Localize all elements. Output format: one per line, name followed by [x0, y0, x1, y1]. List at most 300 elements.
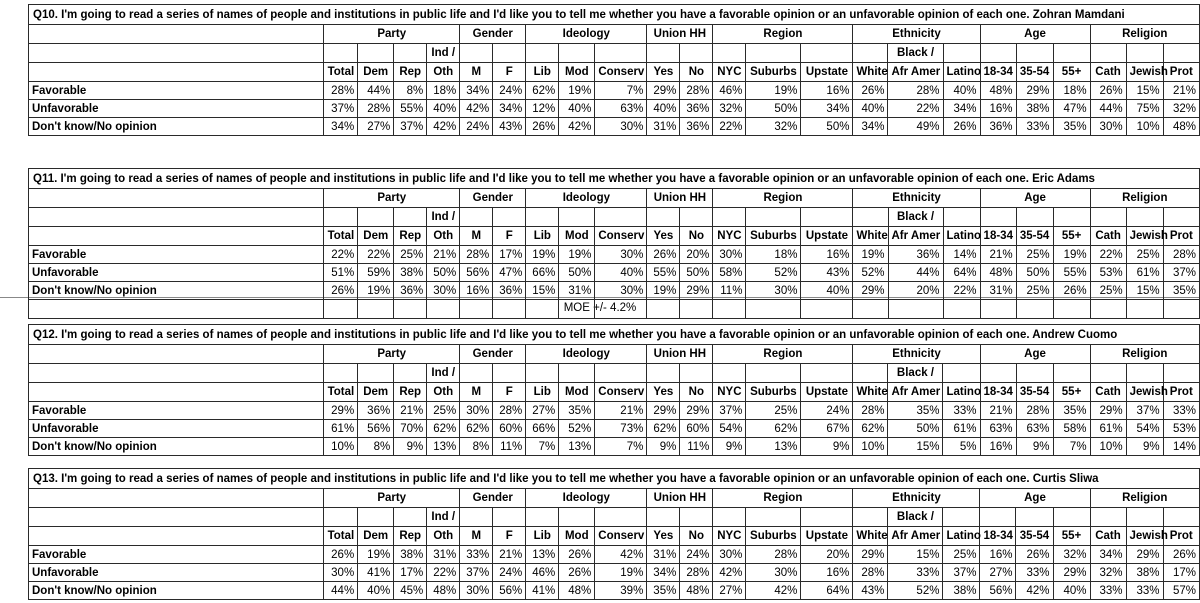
- blank-cell: [853, 364, 888, 383]
- blank-cell: [1090, 44, 1126, 63]
- data-cell: 48%: [1163, 118, 1199, 136]
- data-cell: 34%: [801, 100, 853, 118]
- blank-cell: [1053, 508, 1090, 527]
- column-header: Yes: [647, 227, 680, 246]
- data-cell: 38%: [394, 546, 427, 564]
- ethnicity-top-label: Black /: [888, 364, 943, 383]
- column-header: White: [853, 227, 888, 246]
- table-row: [29, 420, 1200, 438]
- column-header: Jewish: [1126, 527, 1163, 546]
- data-cell: 47%: [1053, 100, 1090, 118]
- blank-cell: [943, 508, 980, 527]
- data-cell: 40%: [1053, 582, 1090, 600]
- data-cell: 26%: [559, 546, 595, 564]
- column-header: White: [853, 63, 888, 82]
- blank-cell: [358, 208, 394, 227]
- data-cell: 52%: [888, 582, 943, 600]
- blank-cell: [943, 364, 980, 383]
- data-cell: 30%: [595, 246, 647, 264]
- data-cell: 34%: [853, 118, 888, 136]
- blank-cell: [746, 364, 801, 383]
- blank-cell: [526, 300, 559, 319]
- data-cell: 58%: [713, 264, 746, 282]
- group-header: Region: [713, 345, 853, 364]
- data-cell: 38%: [1126, 564, 1163, 582]
- column-header: Afr Amer: [888, 527, 943, 546]
- data-cell: 9%: [1126, 438, 1163, 456]
- data-cell: 33%: [1016, 564, 1053, 582]
- column-header: M: [460, 527, 493, 546]
- data-cell: 19%: [559, 82, 595, 100]
- data-cell: 19%: [595, 564, 647, 582]
- blank-cell: [647, 364, 680, 383]
- data-cell: 25%: [746, 402, 801, 420]
- blank-cell: [647, 208, 680, 227]
- data-cell: 62%: [647, 420, 680, 438]
- column-header: Afr Amer: [888, 63, 943, 82]
- data-cell: 31%: [427, 546, 460, 564]
- blank-cell: [746, 44, 801, 63]
- ethnicity-top-label: Black /: [888, 208, 943, 227]
- column-header: Rep: [394, 63, 427, 82]
- data-cell: 28%: [853, 564, 888, 582]
- data-cell: 52%: [559, 420, 595, 438]
- data-cell: 55%: [394, 100, 427, 118]
- data-cell: 37%: [713, 402, 746, 420]
- column-header: Cath: [1090, 383, 1126, 402]
- row-label: Unfavorable: [29, 420, 324, 438]
- ind-top-label: Ind /: [427, 508, 460, 527]
- column-header: 18-34: [980, 383, 1016, 402]
- blank-cell: [29, 208, 324, 227]
- blank-cell: [595, 364, 647, 383]
- blank-cell: [29, 63, 324, 82]
- data-cell: 7%: [526, 438, 559, 456]
- data-cell: 33%: [1163, 402, 1199, 420]
- column-header: Lib: [526, 227, 559, 246]
- data-cell: 32%: [746, 118, 801, 136]
- blank-cell: [29, 300, 324, 319]
- blank-cell: [29, 364, 324, 383]
- data-cell: 12%: [526, 100, 559, 118]
- blank-cell: [1016, 300, 1053, 319]
- blank-cell: [29, 345, 324, 364]
- group-header: Union HH: [647, 345, 713, 364]
- data-cell: 8%: [358, 438, 394, 456]
- table-row: [29, 582, 1200, 600]
- data-cell: 40%: [647, 100, 680, 118]
- blank-cell: [647, 508, 680, 527]
- blank-cell: [1126, 364, 1163, 383]
- data-cell: 17%: [493, 246, 526, 264]
- data-cell: 21%: [394, 402, 427, 420]
- column-header: Prot: [1163, 63, 1199, 82]
- data-cell: 22%: [888, 100, 943, 118]
- blank-cell: [324, 508, 358, 527]
- data-cell: 43%: [493, 118, 526, 136]
- data-cell: 14%: [943, 246, 980, 264]
- blank-cell: [394, 44, 427, 63]
- column-header: Prot: [1163, 383, 1199, 402]
- data-cell: 28%: [493, 402, 526, 420]
- data-cell: 10%: [1126, 118, 1163, 136]
- data-cell: 18%: [427, 82, 460, 100]
- data-cell: 35%: [1053, 118, 1090, 136]
- blank-cell: [801, 208, 853, 227]
- blank-cell: [526, 208, 559, 227]
- data-cell: 18%: [746, 246, 801, 264]
- data-cell: 40%: [427, 100, 460, 118]
- data-cell: 35%: [1053, 402, 1090, 420]
- blank-cell: [647, 44, 680, 63]
- data-cell: 29%: [853, 282, 888, 300]
- blank-cell: [460, 44, 493, 63]
- data-cell: 56%: [358, 420, 394, 438]
- blank-cell: [1090, 508, 1126, 527]
- data-cell: 28%: [358, 100, 394, 118]
- blank-cell: [595, 208, 647, 227]
- blank-cell: [358, 44, 394, 63]
- ind-top-label: Ind /: [427, 208, 460, 227]
- data-cell: 43%: [853, 582, 888, 600]
- data-cell: 37%: [1163, 264, 1199, 282]
- group-header: Age: [980, 25, 1090, 44]
- table-row: [29, 402, 1200, 420]
- data-cell: 47%: [493, 264, 526, 282]
- table-row: [29, 282, 1200, 300]
- data-cell: 22%: [713, 118, 746, 136]
- data-cell: 37%: [394, 118, 427, 136]
- blank-cell: [493, 300, 526, 319]
- blank-cell: [1053, 364, 1090, 383]
- blank-cell: [853, 44, 888, 63]
- data-cell: 29%: [680, 282, 713, 300]
- blank-cell: [713, 208, 746, 227]
- data-cell: 32%: [713, 100, 746, 118]
- blank-cell: [943, 44, 980, 63]
- data-cell: 60%: [680, 420, 713, 438]
- blank-cell: [29, 383, 324, 402]
- data-cell: 34%: [460, 82, 493, 100]
- group-header: Party: [324, 25, 460, 44]
- blank-cell: [980, 364, 1016, 383]
- data-cell: 40%: [943, 82, 980, 100]
- data-cell: 7%: [595, 438, 647, 456]
- blank-cell: [394, 364, 427, 383]
- data-cell: 35%: [1163, 282, 1199, 300]
- ind-top-label: Ind /: [427, 364, 460, 383]
- blank-cell: [746, 300, 801, 319]
- data-cell: 24%: [801, 402, 853, 420]
- table-row: [29, 118, 1200, 136]
- data-cell: 22%: [358, 246, 394, 264]
- data-cell: 26%: [647, 246, 680, 264]
- blank-cell: [980, 208, 1016, 227]
- data-cell: 42%: [559, 118, 595, 136]
- data-cell: 10%: [853, 438, 888, 456]
- data-cell: 56%: [980, 582, 1016, 600]
- blank-cell: [1016, 208, 1053, 227]
- data-cell: 28%: [888, 82, 943, 100]
- column-header: M: [460, 63, 493, 82]
- column-header: Dem: [358, 527, 394, 546]
- blank-cell: [1090, 300, 1126, 319]
- data-cell: 38%: [1016, 100, 1053, 118]
- column-header: M: [460, 227, 493, 246]
- column-header: Rep: [394, 383, 427, 402]
- data-cell: 26%: [1090, 82, 1126, 100]
- column-header: Rep: [394, 527, 427, 546]
- data-cell: 30%: [713, 546, 746, 564]
- blank-cell: [595, 44, 647, 63]
- column-header: 55+: [1053, 527, 1090, 546]
- data-cell: 31%: [647, 118, 680, 136]
- column-header: Latino: [943, 227, 980, 246]
- column-header: Suburbs: [746, 527, 801, 546]
- data-cell: 22%: [324, 246, 358, 264]
- data-cell: 26%: [559, 564, 595, 582]
- blank-cell: [980, 300, 1016, 319]
- data-cell: 27%: [526, 402, 559, 420]
- column-header: Latino: [943, 527, 980, 546]
- data-cell: 21%: [595, 402, 647, 420]
- column-header: Cath: [1090, 227, 1126, 246]
- data-cell: 33%: [1016, 118, 1053, 136]
- blank-cell: [493, 44, 526, 63]
- data-cell: 13%: [526, 546, 559, 564]
- data-cell: 30%: [1090, 118, 1126, 136]
- table-row: [29, 438, 1200, 456]
- data-cell: 9%: [647, 438, 680, 456]
- data-cell: 26%: [324, 546, 358, 564]
- column-header: No: [680, 527, 713, 546]
- column-header: Total: [324, 63, 358, 82]
- data-cell: 33%: [943, 402, 980, 420]
- data-cell: 19%: [358, 282, 394, 300]
- blank-cell: [324, 208, 358, 227]
- data-cell: 16%: [980, 438, 1016, 456]
- blank-cell: [526, 508, 559, 527]
- blank-cell: [324, 364, 358, 383]
- group-header: Ethnicity: [853, 189, 980, 208]
- column-header: 35-54: [1016, 227, 1053, 246]
- data-cell: 33%: [888, 564, 943, 582]
- blank-cell: [358, 508, 394, 527]
- data-cell: 16%: [801, 82, 853, 100]
- blank-cell: [1053, 300, 1090, 319]
- column-header: Oth: [427, 63, 460, 82]
- data-cell: 19%: [746, 82, 801, 100]
- blank-cell: [493, 208, 526, 227]
- blank-cell: [358, 364, 394, 383]
- data-cell: 63%: [1016, 420, 1053, 438]
- row-label: Favorable: [29, 82, 324, 100]
- column-header: Conserv: [595, 527, 647, 546]
- data-cell: 59%: [358, 264, 394, 282]
- data-cell: 52%: [746, 264, 801, 282]
- data-cell: 25%: [1090, 282, 1126, 300]
- blank-cell: [680, 208, 713, 227]
- margin-of-error-note: MOE +/- 4.2%: [563, 302, 637, 314]
- data-cell: 36%: [888, 246, 943, 264]
- group-header: Religion: [1090, 489, 1199, 508]
- data-cell: 62%: [427, 420, 460, 438]
- data-cell: 34%: [493, 100, 526, 118]
- table-row: [29, 100, 1200, 118]
- row-label: Favorable: [29, 402, 324, 420]
- column-header: Latino: [943, 63, 980, 82]
- data-cell: 37%: [943, 564, 980, 582]
- data-cell: 24%: [493, 564, 526, 582]
- column-header: Upstate: [801, 227, 853, 246]
- data-cell: 22%: [1090, 246, 1126, 264]
- blank-cell: [324, 300, 358, 319]
- column-header: Jewish: [1126, 383, 1163, 402]
- column-header: 35-54: [1016, 63, 1053, 82]
- blank-cell: [29, 44, 324, 63]
- data-cell: 17%: [394, 564, 427, 582]
- blank-cell: [29, 508, 324, 527]
- crosstab-table: [28, 168, 1200, 319]
- question-title: Q10. I'm going to read a series of names of people and institutions in public life and I'd like you to tell me whether you have a favorable opinion or an unfavorable opinion of each one. Zohran Mamdani: [29, 5, 1200, 25]
- column-header: Afr Amer: [888, 227, 943, 246]
- data-cell: 22%: [427, 564, 460, 582]
- blank-cell: [680, 44, 713, 63]
- data-cell: 13%: [746, 438, 801, 456]
- blank-cell: [943, 208, 980, 227]
- group-header: Region: [713, 489, 853, 508]
- ethnicity-top-label: Black /: [888, 44, 943, 63]
- group-header: Gender: [460, 489, 526, 508]
- data-cell: 62%: [526, 82, 559, 100]
- blank-cell: [680, 364, 713, 383]
- column-header: 55+: [1053, 383, 1090, 402]
- blank-cell: [943, 300, 980, 319]
- column-header: Conserv: [595, 383, 647, 402]
- data-cell: 26%: [853, 82, 888, 100]
- column-header: NYC: [713, 527, 746, 546]
- blank-cell: [559, 208, 595, 227]
- data-cell: 44%: [888, 264, 943, 282]
- blank-cell: [324, 44, 358, 63]
- data-cell: 53%: [1163, 420, 1199, 438]
- data-cell: 28%: [680, 82, 713, 100]
- data-cell: 21%: [1163, 82, 1199, 100]
- data-cell: 29%: [647, 402, 680, 420]
- data-cell: 42%: [595, 546, 647, 564]
- blank-cell: [647, 300, 680, 319]
- group-header: Religion: [1090, 25, 1199, 44]
- data-cell: 67%: [801, 420, 853, 438]
- column-header: Suburbs: [746, 227, 801, 246]
- column-header: Suburbs: [746, 63, 801, 82]
- blank-cell: [559, 44, 595, 63]
- data-cell: 41%: [526, 582, 559, 600]
- column-header: Lib: [526, 527, 559, 546]
- data-cell: 19%: [358, 546, 394, 564]
- data-cell: 7%: [1053, 438, 1090, 456]
- data-cell: 50%: [559, 264, 595, 282]
- data-cell: 30%: [427, 282, 460, 300]
- data-cell: 33%: [1126, 582, 1163, 600]
- group-header: Ethnicity: [853, 345, 980, 364]
- data-cell: 50%: [746, 100, 801, 118]
- data-cell: 42%: [427, 118, 460, 136]
- column-header: Jewish: [1126, 227, 1163, 246]
- data-cell: 48%: [427, 582, 460, 600]
- data-cell: 18%: [1053, 82, 1090, 100]
- data-cell: 49%: [888, 118, 943, 136]
- column-header: 18-34: [980, 63, 1016, 82]
- crosstab-table: [28, 324, 1200, 456]
- data-cell: 43%: [801, 264, 853, 282]
- data-cell: 48%: [980, 82, 1016, 100]
- row-label: Unfavorable: [29, 564, 324, 582]
- data-cell: 28%: [853, 402, 888, 420]
- blank-cell: [1163, 364, 1199, 383]
- data-cell: 30%: [324, 564, 358, 582]
- data-cell: 24%: [493, 82, 526, 100]
- data-cell: 36%: [980, 118, 1016, 136]
- data-cell: 16%: [980, 546, 1016, 564]
- blank-cell: [559, 300, 595, 319]
- data-cell: 17%: [1163, 564, 1199, 582]
- column-header: Suburbs: [746, 383, 801, 402]
- data-cell: 19%: [647, 282, 680, 300]
- data-cell: 42%: [746, 582, 801, 600]
- column-header: 55+: [1053, 227, 1090, 246]
- data-cell: 5%: [943, 438, 980, 456]
- data-cell: 20%: [888, 282, 943, 300]
- data-cell: 61%: [1126, 264, 1163, 282]
- blank-cell: [713, 44, 746, 63]
- blank-cell: [526, 364, 559, 383]
- question-title: Q13. I'm going to read a series of names of people and institutions in public life and I'd like you to tell me whether you have a favorable opinion or an unfavorable opinion of each one. Curtis Sliwa: [29, 469, 1200, 489]
- data-cell: 64%: [943, 264, 980, 282]
- blank-cell: [1053, 208, 1090, 227]
- data-cell: 29%: [324, 402, 358, 420]
- group-header: Party: [324, 345, 460, 364]
- blank-cell: [493, 508, 526, 527]
- blank-cell: [394, 508, 427, 527]
- blank-cell: [801, 44, 853, 63]
- data-cell: 32%: [1053, 546, 1090, 564]
- data-cell: 58%: [1053, 420, 1090, 438]
- data-cell: 9%: [801, 438, 853, 456]
- column-header: Cath: [1090, 527, 1126, 546]
- data-cell: 15%: [888, 546, 943, 564]
- data-cell: 32%: [1090, 564, 1126, 582]
- data-cell: 19%: [853, 246, 888, 264]
- data-cell: 37%: [460, 564, 493, 582]
- data-cell: 75%: [1126, 100, 1163, 118]
- data-cell: 50%: [680, 264, 713, 282]
- column-header: Yes: [647, 63, 680, 82]
- column-header: Lib: [526, 63, 559, 82]
- data-cell: 41%: [358, 564, 394, 582]
- blank-cell: [595, 508, 647, 527]
- column-header: Dem: [358, 227, 394, 246]
- data-cell: 40%: [595, 264, 647, 282]
- group-header: Union HH: [647, 489, 713, 508]
- blank-cell: [595, 300, 647, 319]
- blank-cell: [1163, 300, 1199, 319]
- blank-cell: [801, 364, 853, 383]
- data-cell: 29%: [1090, 402, 1126, 420]
- data-cell: 34%: [324, 118, 358, 136]
- data-cell: 29%: [1126, 546, 1163, 564]
- blank-cell: [680, 508, 713, 527]
